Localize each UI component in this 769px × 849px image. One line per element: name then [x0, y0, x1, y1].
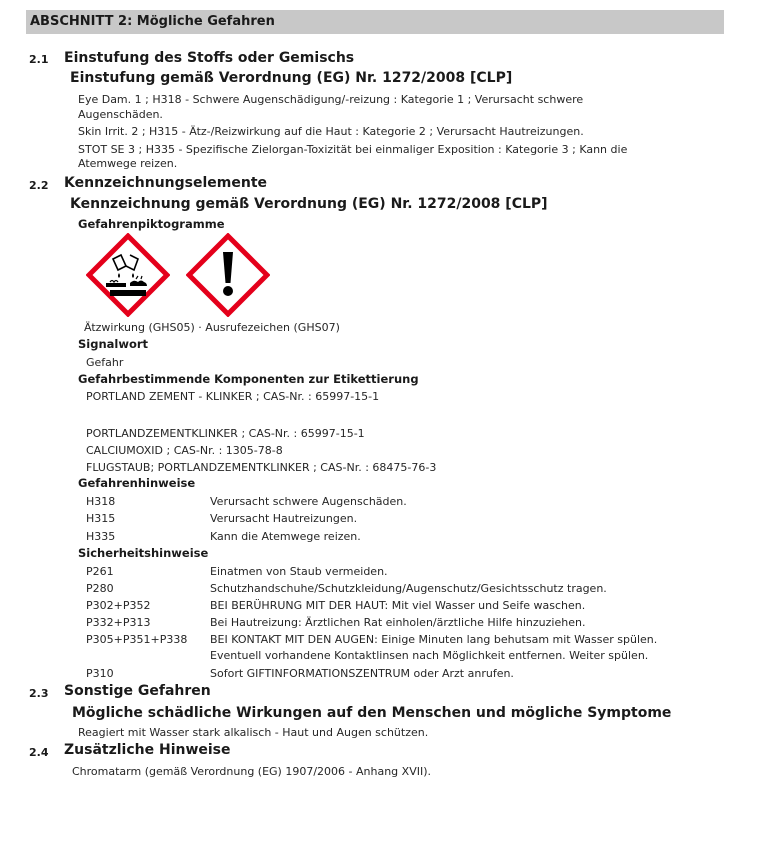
section-number-2-3: 2.3 — [29, 687, 49, 700]
precautionary-statements-heading: Sicherheitshinweise — [78, 546, 209, 560]
component-item: CALCIUMOXID ; CAS-Nr. : 1305-78-8 — [86, 444, 283, 457]
precaution-code: P332+P313 — [86, 616, 151, 629]
classification-line: Atemwege reizen. — [78, 157, 178, 170]
signal-word-value: Gefahr — [86, 356, 124, 369]
hazard-statements-heading: Gefahrenhinweise — [78, 476, 196, 490]
subheading-classification-clp: Einstufung gemäß Verordnung (EG) Nr. 1272/2008 [CLP] — [70, 70, 513, 86]
precaution-text: Einatmen von Staub vermeiden. — [210, 565, 388, 578]
hazard-code: H335 — [86, 530, 116, 543]
precaution-text: BEI BERÜHRUNG MIT DER HAUT: Mit viel Wasser und Seife waschen. — [210, 599, 586, 612]
heading-classification: Einstufung des Stoffs oder Gemischs — [64, 50, 355, 66]
hazard-text: Kann die Atemwege reizen. — [210, 530, 361, 543]
pictograms-heading: Gefahrenpiktogramme — [78, 217, 225, 231]
classification-line: Skin Irrit. 2 ; H315 - Ätz-/Reizwirkung auf die Haut : Kategorie 2 ; Verursacht Hautreizungen. — [78, 125, 584, 138]
hazard-text: Verursacht schwere Augenschäden. — [210, 495, 407, 508]
component-main: PORTLAND ZEMENT - KLINKER ; CAS-Nr. : 65997-15-1 — [86, 390, 380, 403]
hazard-code: H318 — [86, 495, 116, 508]
subheading-effects-symptoms: Mögliche schädliche Wirkungen auf den Menschen und mögliche Symptome — [72, 705, 672, 721]
precaution-text: BEI KONTAKT MIT DEN AUGEN: Einige Minuten lang behutsam mit Wasser spülen. — [210, 633, 658, 646]
precaution-text: Bei Hautreizung: Ärztlichen Rat einholen/ärztliche Hilfe hinzuziehen. — [210, 616, 586, 629]
precaution-code: P261 — [86, 565, 114, 578]
section-number-2-1: 2.1 — [29, 53, 49, 66]
classification-line: STOT SE 3 ; H335 - Spezifische Zielorgan-Toxizität bei einmaliger Exposition : Kategorie 3 ; Kann die — [78, 143, 628, 156]
precaution-code: P302+P352 — [86, 599, 151, 612]
additional-notes-text: Chromatarm (gemäß Verordnung (EG) 1907/2006 - Anhang XVII). — [72, 765, 431, 778]
pictograms-caption: Ätzwirkung (GHS05) · Ausrufezeichen (GHS07) — [84, 321, 340, 334]
signal-word-heading: Signalwort — [78, 337, 149, 351]
other-hazards-text: Reagiert mit Wasser stark alkalisch - Haut und Augen schützen. — [78, 726, 429, 739]
heading-label-elements: Kennzeichnungselemente — [64, 175, 268, 191]
hazard-text: Verursacht Hautreizungen. — [210, 512, 358, 525]
section-number-2-4: 2.4 — [29, 746, 49, 759]
precaution-text: Schutzhandschuhe/Schutzkleidung/Augenschutz/Gesichtsschutz tragen. — [210, 582, 607, 595]
heading-additional-notes: Zusätzliche Hinweise — [64, 742, 231, 758]
heading-other-hazards: Sonstige Gefahren — [64, 683, 211, 699]
precaution-code: P280 — [86, 582, 114, 595]
precaution-text: Eventuell vorhandene Kontaktlinsen nach Möglichkeit entfernen. Weiter spülen. — [210, 649, 649, 662]
component-item: PORTLANDZEMENTKLINKER ; CAS-Nr. : 65997-15-1 — [86, 427, 365, 440]
precaution-code: P305+P351+P338 — [86, 633, 188, 646]
precaution-text: Sofort GIFTINFORMATIONSZENTRUM oder Arzt anrufen. — [210, 667, 514, 680]
section-title: ABSCHNITT 2: Mögliche Gefahren — [30, 14, 275, 29]
ghs05-corrosion-icon — [86, 233, 170, 317]
component-item: FLUGSTAUB; PORTLANDZEMENTKLINKER ; CAS-Nr. : 68475-76-3 — [86, 461, 437, 474]
hazard-code: H315 — [86, 512, 116, 525]
classification-line: Augenschäden. — [78, 108, 163, 121]
classification-line: Eye Dam. 1 ; H318 - Schwere Augenschädigung/-reizung : Kategorie 1 ; Verursacht schwere — [78, 93, 584, 106]
precaution-code: P310 — [86, 667, 114, 680]
section-number-2-2: 2.2 — [29, 179, 49, 192]
ghs07-exclamation-icon — [186, 233, 270, 317]
subheading-labelling-clp: Kennzeichnung gemäß Verordnung (EG) Nr. 1272/2008 [CLP] — [70, 196, 548, 212]
components-heading: Gefahrbestimmende Komponenten zur Etikettierung — [78, 372, 419, 386]
section-header-bar — [26, 10, 724, 34]
